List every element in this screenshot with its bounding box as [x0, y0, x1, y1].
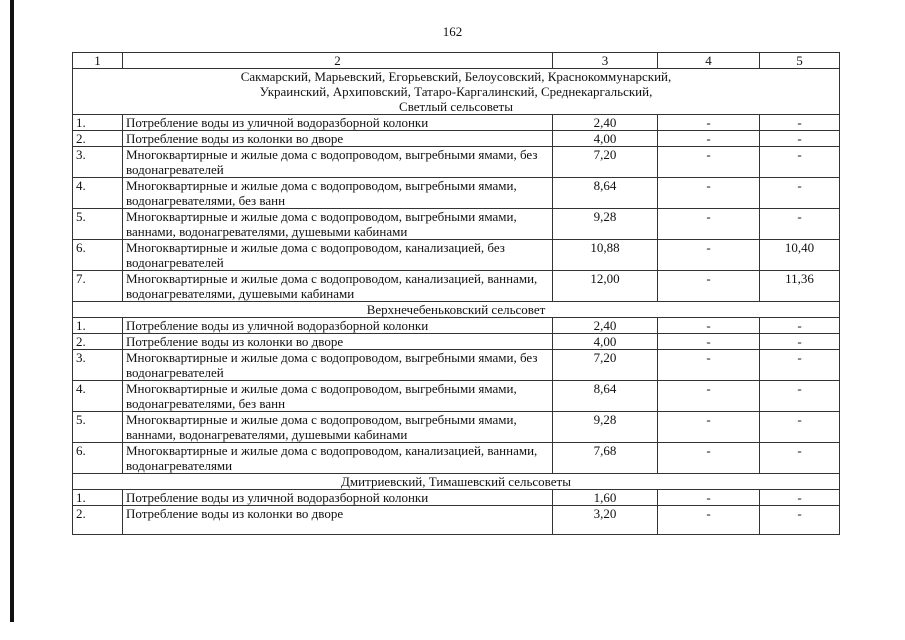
- value-col-5: -: [760, 147, 840, 178]
- value-col-3: 8,64: [553, 381, 658, 412]
- value-col-4: -: [658, 131, 760, 147]
- table-row: [73, 147, 840, 178]
- section-header-row: [73, 302, 840, 318]
- value-col-5: 11,36: [760, 271, 840, 302]
- header-cell-5: 5: [760, 53, 840, 69]
- table-row: [73, 178, 840, 209]
- header-cell-1: 1: [73, 53, 123, 69]
- table-row: [73, 412, 840, 443]
- row-number: 3.: [73, 147, 123, 178]
- value-col-4: -: [658, 147, 760, 178]
- value-col-3: 10,88: [553, 240, 658, 271]
- value-col-3: 9,28: [553, 412, 658, 443]
- page-number: 162: [442, 24, 463, 39]
- value-col-3: 4,00: [553, 334, 658, 350]
- header-cell-3: 3: [553, 53, 658, 69]
- table-row: [73, 490, 840, 506]
- value-col-4: -: [658, 271, 760, 302]
- section-title: [73, 302, 840, 318]
- scan-edge-bar: [10, 0, 14, 622]
- value-col-5: -: [760, 381, 840, 412]
- value-col-5: -: [760, 350, 840, 381]
- section-title-line: Дмитриевский, Тимашевский сельсоветы: [341, 474, 571, 489]
- value-col-5: -: [760, 209, 840, 240]
- row-description: Потребление воды из колонки во дворе: [123, 334, 553, 350]
- row-number: 1.: [73, 115, 123, 131]
- table-row: [73, 209, 840, 240]
- value-col-5: -: [760, 178, 840, 209]
- value-col-3: 7,20: [553, 147, 658, 178]
- value-col-4: -: [658, 178, 760, 209]
- row-number: 2.: [73, 506, 123, 535]
- section-title-line: Сакмарский, Марьевский, Егорьевский, Белоусовский, Краснокоммунарский,: [240, 69, 672, 84]
- row-number: 6.: [73, 443, 123, 474]
- row-number: 2.: [73, 131, 123, 147]
- value-col-4: -: [658, 490, 760, 506]
- value-col-4: -: [658, 443, 760, 474]
- value-col-3: 2,40: [553, 115, 658, 131]
- value-col-4: -: [658, 115, 760, 131]
- row-number: 1.: [73, 490, 123, 506]
- value-col-4: -: [658, 334, 760, 350]
- value-col-5: -: [760, 131, 840, 147]
- row-description: Многоквартирные и жилые дома с водопроводом, канализацией, без водонагревателей: [123, 240, 553, 271]
- value-col-4: -: [658, 209, 760, 240]
- value-col-5: -: [760, 334, 840, 350]
- row-description: Потребление воды из уличной водоразборной колонки: [123, 490, 553, 506]
- value-col-3: 3,20: [553, 506, 658, 535]
- row-description: Потребление воды из колонки во дворе: [123, 131, 553, 147]
- value-col-5: -: [760, 412, 840, 443]
- value-col-3: 12,00: [553, 271, 658, 302]
- table-row: [73, 506, 840, 535]
- row-description: Многоквартирные и жилые дома с водопроводом, канализацией, ваннами, водонагревателями, душевыми кабинами: [123, 271, 553, 302]
- section-title-line: Светлый сельсоветы: [399, 99, 513, 114]
- value-col-5: -: [760, 318, 840, 334]
- row-description: Многоквартирные и жилые дома с водопроводом, выгребными ямами, ваннами, водонагревателями, душевыми кабинами: [123, 412, 553, 443]
- header-cell-2: 2: [123, 53, 553, 69]
- row-number: 6.: [73, 240, 123, 271]
- row-number: 5.: [73, 209, 123, 240]
- value-col-4: -: [658, 506, 760, 535]
- value-col-3: 4,00: [553, 131, 658, 147]
- row-number: 7.: [73, 271, 123, 302]
- table-row: [73, 131, 840, 147]
- table-row: [73, 115, 840, 131]
- row-description: Потребление воды из уличной водоразборной колонки: [123, 318, 553, 334]
- table-row: [73, 240, 840, 271]
- value-col-4: -: [658, 412, 760, 443]
- section-title-line: Украинский, Архиповский, Татаро-Каргалинский, Среднекаргальский,: [259, 84, 653, 99]
- section-title: [73, 474, 840, 490]
- value-col-3: 7,20: [553, 350, 658, 381]
- row-number: 4.: [73, 381, 123, 412]
- value-col-3: 8,64: [553, 178, 658, 209]
- table-row: [73, 318, 840, 334]
- row-description: Многоквартирные и жилые дома с водопроводом, выгребными ямами, ваннами, водонагревателями, душевыми кабинами: [123, 209, 553, 240]
- row-description: Потребление воды из колонки во дворе: [123, 506, 553, 535]
- row-number: 3.: [73, 350, 123, 381]
- value-col-5: -: [760, 506, 840, 535]
- row-description: Многоквартирные и жилые дома с водопроводом, выгребными ямами, без водонагревателей: [123, 350, 553, 381]
- row-description: Многоквартирные и жилые дома с водопроводом, выгребными ямами, водонагревателями, без ванн: [123, 381, 553, 412]
- table-row: [73, 381, 840, 412]
- header-cell-4: 4: [658, 53, 760, 69]
- row-description: Потребление воды из уличной водоразборной колонки: [123, 115, 553, 131]
- header-row: [73, 53, 840, 69]
- row-description: Многоквартирные и жилые дома с водопроводом, выгребными ямами, без водонагревателей: [123, 147, 553, 178]
- value-col-4: -: [658, 350, 760, 381]
- value-col-5: 10,40: [760, 240, 840, 271]
- value-col-5: -: [760, 115, 840, 131]
- value-col-3: 1,60: [553, 490, 658, 506]
- section-header-row: [73, 69, 840, 115]
- value-col-4: -: [658, 318, 760, 334]
- value-col-5: -: [760, 443, 840, 474]
- row-number: 4.: [73, 178, 123, 209]
- value-col-3: 7,68: [553, 443, 658, 474]
- row-description: Многоквартирные и жилые дома с водопроводом, выгребными ямами, водонагревателями, без ванн: [123, 178, 553, 209]
- row-description: Многоквартирные и жилые дома с водопроводом, канализацией, ваннами, водонагревателями: [123, 443, 553, 474]
- value-col-5: -: [760, 490, 840, 506]
- tariff-table: [72, 52, 840, 535]
- value-col-3: 9,28: [553, 209, 658, 240]
- table-row: [73, 271, 840, 302]
- value-col-3: 2,40: [553, 318, 658, 334]
- section-title-line: Верхнечебеньковский сельсовет: [366, 302, 546, 317]
- table-row: [73, 443, 840, 474]
- value-col-4: -: [658, 381, 760, 412]
- section-header-row: [73, 474, 840, 490]
- row-number: 1.: [73, 318, 123, 334]
- table-row: [73, 334, 840, 350]
- row-number: 5.: [73, 412, 123, 443]
- table-row: [73, 350, 840, 381]
- value-col-4: -: [658, 240, 760, 271]
- section-title: [73, 69, 840, 115]
- row-number: 2.: [73, 334, 123, 350]
